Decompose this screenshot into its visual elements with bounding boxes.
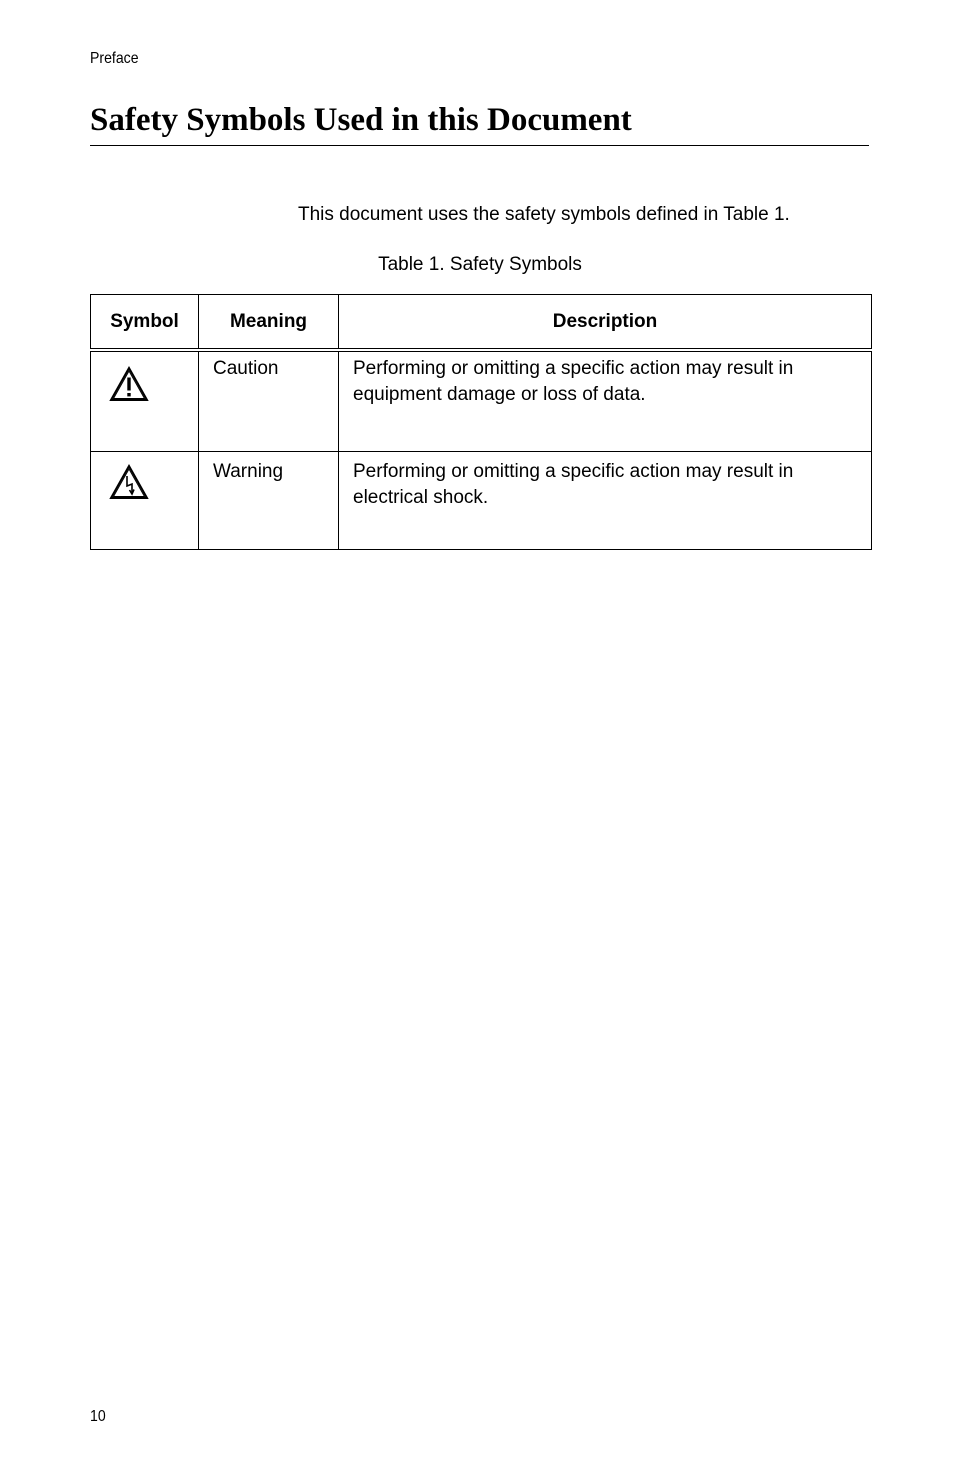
meaning-cell: Caution — [199, 350, 339, 452]
column-header-description: Description — [339, 295, 872, 351]
page-number: 10 — [90, 1408, 106, 1425]
safety-symbols-table — [90, 294, 872, 550]
table-caption: Table 1. Safety Symbols — [378, 254, 582, 275]
table-header-row — [91, 295, 872, 351]
title-rule — [90, 145, 869, 146]
electrical-warning-icon — [108, 463, 150, 501]
description-cell: Performing or omitting a specific action may result in equipment damage or loss of data. — [339, 350, 872, 452]
page-title: Safety Symbols Used in this Document — [90, 102, 632, 138]
symbol-cell — [91, 350, 199, 452]
caution-icon — [108, 365, 150, 403]
table-row — [91, 452, 872, 550]
running-head: Preface — [90, 50, 139, 67]
description-cell: Performing or omitting a specific action may result in electrical shock. — [339, 452, 872, 550]
column-header-meaning: Meaning — [199, 295, 339, 351]
table-row — [91, 350, 872, 452]
meaning-cell: Warning — [199, 452, 339, 550]
column-header-symbol: Symbol — [91, 295, 199, 351]
symbol-cell — [91, 452, 199, 550]
intro-paragraph: This document uses the safety symbols defined in Table 1. — [298, 204, 790, 225]
